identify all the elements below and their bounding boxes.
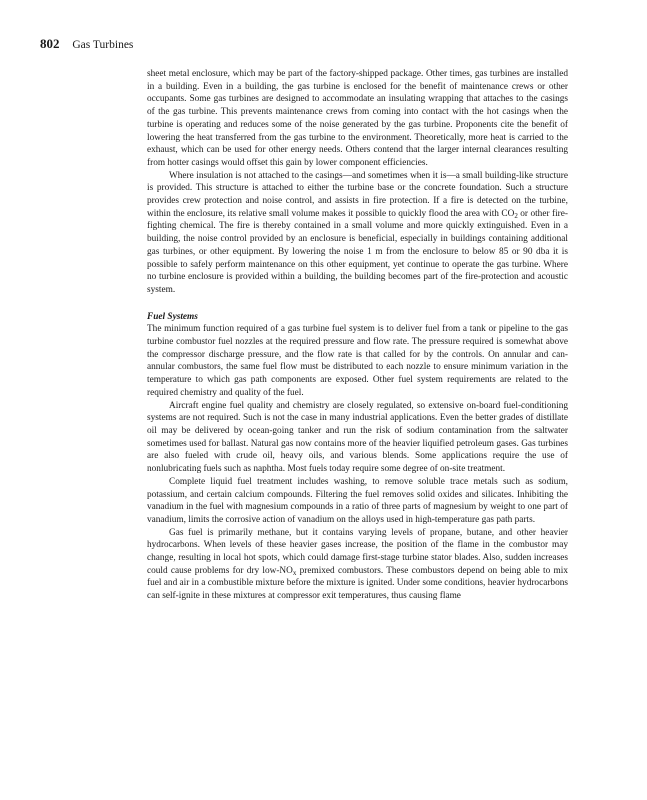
paragraph [147, 170, 568, 297]
text-run: Where insulation is not attached to the casings—and sometimes when it is—a small building-like structure is provided. This structure is attached to either the turbine base or the concrete foundation. Such a structure provides crew protection and noise control, and assists in fire protection. If a fire is detected on the turbine, within the enclosure, its relative small volume makes it possible to quickly flood the area with CO [147, 170, 568, 219]
text-run: Gas fuel is primarily methane, but it contains varying levels of propane, butane, and other heavier hydrocarbons. When levels of these heavier gases increase, the position of the flame in the combustor may change, resulting in local hot spots, which could damage first-stage turbine stator blades. Also, sudden increases could cause problems for dry low-NO [147, 527, 568, 576]
text-run: premixed combustors. These combustors depend on being able to mix fuel and air in a combustible mixture before the mixture is ignited. Under some conditions, heavier hydrocarbons can self-ignite in these mixtures at compressor exit temperatures, thus causing flame [147, 565, 568, 602]
page-number: 802 [40, 36, 60, 51]
subscript: 2 [514, 211, 518, 220]
paragraph: The minimum function required of a gas turbine fuel system is to deliver fuel from a tank or pipeline to the gas turbine combustor fuel nozzles at the required pressure and flow rate. The pressure required is somewhat above the compressor discharge pressure, and the flow rate is that called for by the controls. On annular and can-annular combustors, the same fuel flow must be distributed to each nozzle to ensure minimum variation in the temperature to which gas path components are exposed. Other fuel system requirements are related to the required chemistry and quality of the fuel. [147, 324, 568, 398]
running-title: Gas Turbines [72, 39, 134, 51]
paragraph: sheet metal enclosure, which may be part of the factory-shipped package. Other times, gas turbines are installed in a building. Even in a building, the gas turbine is enclosed for the benefit of maintenance crews or other occupants. Some gas turbines are designed to accommodate an insulating wrapping that attaches to the casings of the gas turbine. This prevents maintenance crews from coming into contact with the hot casings when the turbine is operating and reduces some of the noise generated by the gas turbine. Proponents cite the benefit of lowering the heat transferred from the gas turbine to the environment. Theoretically, more heat is carried to the exhaust, which can be used for other energy needs. Others contend that the larger internal clearances resulting from hotter casings would offset this gain by lower component efficiencies. [147, 69, 568, 168]
body-text [147, 68, 568, 603]
subscript: x [292, 568, 297, 577]
text-run: or other fire-fighting chemical. The fire is thereby contained in a small volume and more quickly extinguished. Even in a building, the noise control provided by an enclosure is beneficial, especially in buildings containing additional gas turbines, or other equipment. By lowering the noise 1 m from the enclosure to below 85 or 90 dba it is possible to safely perform maintenance on this other equipment, yet continue to operate the gas turbine. Where no turbine enclosure is provided within a building, the building becomes part of the fire-protection and acoustic system. [147, 208, 568, 295]
paragraph [147, 527, 568, 603]
paragraph: Aircraft engine fuel quality and chemistry are closely regulated, so extensive on-board fuel-conditioning systems are not required. Such is not the case in many industrial applications. Even the better grades of distillate oil may be delivered by ocean-going tanker and run the risk of sodium contamination from the saltwater sometimes used for ballast. Natural gas now contains more of the heavier liquified petroleum gases. Gas turbines are also fueled with crude oil, heavy oils, and various blends. Some applications require the use of nonlubricating fuels such as naphtha. Most fuels today require some degree of on-site treatment. [147, 400, 568, 475]
running-header [40, 36, 133, 52]
section-heading: Fuel Systems [147, 311, 198, 322]
paragraph: Complete liquid fuel treatment includes washing, to remove soluble trace metals such as sodium, potassium, and certain calcium compounds. Filtering the fuel removes solid oxides and silicates. Inhibiting the vanadium in the fuel with magnesium compounds in a ratio of three parts of magnesium by weight to one part of vanadium, limits the corrosive action of vanadium on the alloys used in high-temperature gas path parts. [147, 476, 568, 525]
